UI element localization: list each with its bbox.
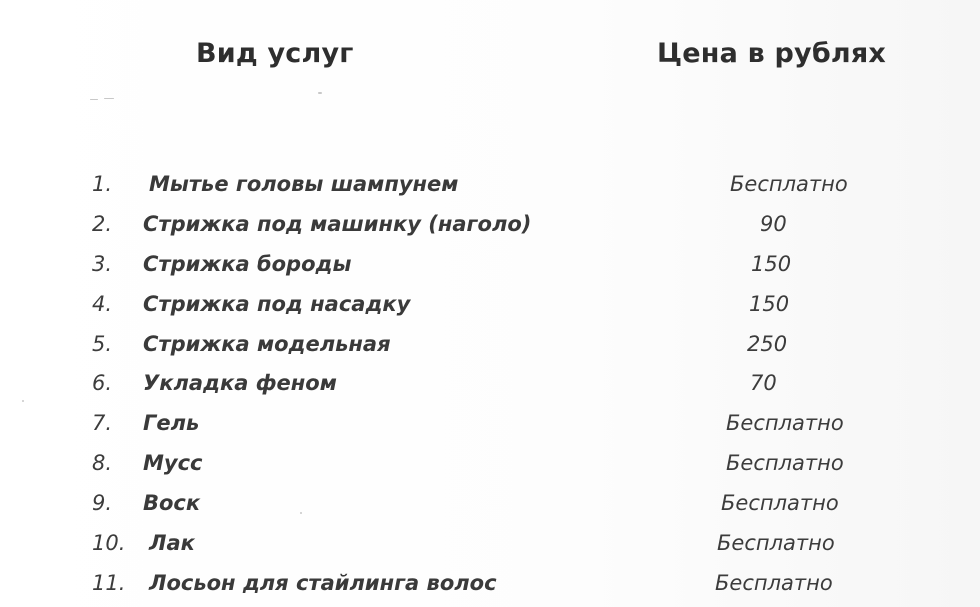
item-number: 8. [92,451,113,475]
list-item [0,252,980,288]
service-name: Гель [143,411,200,435]
service-price: Бесплатно [715,571,833,595]
item-number: 4. [92,292,113,316]
service-name: Воск [143,491,201,515]
item-number: 11. [92,571,126,595]
service-price: Бесплатно [726,411,844,435]
column-header-price: Цена в рублях [657,38,887,69]
service-name: Мусс [143,451,203,475]
service-price: 90 [760,212,787,236]
item-number: 3. [92,252,113,276]
list-item [0,332,980,368]
scan-speck [104,98,114,99]
item-number: 7. [92,411,113,435]
item-number: 2. [92,212,113,236]
service-name: Стрижка под насадку [143,292,411,316]
list-item [0,172,980,208]
service-name: Стрижка модельная [143,332,391,356]
item-number: 5. [92,332,113,356]
item-number: 6. [92,371,113,395]
item-number: 1. [92,172,113,196]
service-price: 70 [750,371,777,395]
list-item [0,531,980,567]
list-item [0,411,980,447]
service-name: Лосьон для стайлинга волос [149,571,497,595]
service-price: 150 [749,292,790,316]
service-price: Бесплатно [730,172,848,196]
scan-speck [90,99,98,100]
list-item [0,571,980,607]
service-price: 150 [751,252,792,276]
service-name: Мытье головы шампунем [149,172,459,196]
service-price: Бесплатно [721,491,839,515]
service-name: Лак [149,531,195,555]
item-number: 10. [92,531,126,555]
service-price: Бесплатно [717,531,835,555]
list-item [0,212,980,248]
service-price: 250 [747,332,788,356]
service-price: Бесплатно [726,451,844,475]
service-name: Укладка феном [143,371,337,395]
list-item [0,371,980,407]
list-item [0,451,980,487]
service-name: Стрижка под машинку (наголо) [143,212,532,236]
list-item [0,292,980,328]
item-number: 9. [92,491,113,515]
scan-speck [318,92,322,94]
service-name: Стрижка бороды [143,252,352,276]
list-item [0,491,980,527]
column-header-service: Вид услуг [196,38,354,69]
